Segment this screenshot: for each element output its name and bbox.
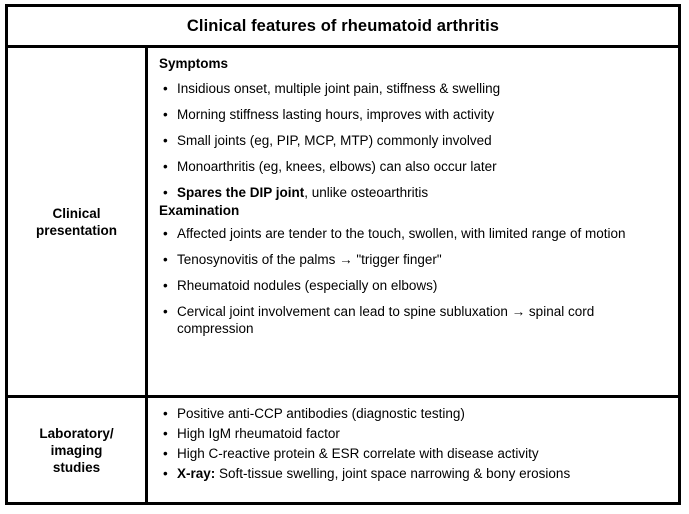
list-item: [148, 158, 678, 175]
list-item: [148, 225, 678, 242]
list-item-text: Tenosynovitis of the palms → "trigger finger": [177, 252, 442, 267]
list-item: [148, 80, 678, 97]
row-label-line: presentation: [35, 222, 117, 238]
symptoms-list: [148, 80, 678, 201]
list-item: [148, 445, 678, 462]
list-item-text: Small joints (eg, PIP, MCP, MTP) commonly involved: [177, 133, 492, 148]
list-item: [148, 277, 678, 294]
row-label-line: Clinical: [52, 205, 101, 221]
list-item: [148, 184, 678, 201]
list-item-text: Insidious onset, multiple joint pain, stiffness & swelling: [177, 81, 501, 96]
table-row: [8, 398, 678, 502]
clinical-features-table: [5, 4, 681, 505]
page-title: Clinical features of rheumatoid arthritis: [186, 16, 500, 35]
table-row: [8, 48, 678, 398]
examination-list: [148, 225, 678, 337]
row-label-clinical-presentation: [8, 48, 148, 395]
section-heading-symptoms: Symptoms: [159, 56, 229, 71]
list-item-text: , unlike osteoarthritis: [304, 185, 429, 200]
row-label-line: studies: [52, 459, 101, 475]
table-title-row: [8, 7, 678, 48]
list-item: [148, 303, 678, 337]
list-item-emphasis: X-ray:: [177, 466, 216, 481]
list-item: [148, 405, 678, 422]
list-item-text: High C-reactive protein & ESR correlate with disease activity: [177, 446, 539, 461]
row-label-line: Laboratory/: [39, 425, 114, 441]
list-item-text: Rheumatoid nodules (especially on elbows): [177, 278, 438, 293]
list-item-text: Monoarthritis (eg, knees, elbows) can also occur later: [177, 159, 497, 174]
list-item: [148, 251, 678, 268]
list-item-text: Affected joints are tender to the touch, swollen, with limited range of motion: [177, 226, 626, 241]
row-content-laboratory-imaging-studies: [148, 398, 678, 502]
list-item-text: High IgM rheumatoid factor: [177, 426, 340, 441]
section-heading-examination: Examination: [159, 203, 240, 218]
list-item: [148, 425, 678, 442]
laboratory-list: [148, 405, 678, 482]
row-label-text: [36, 205, 117, 239]
row-label-text: [39, 425, 113, 476]
list-item-text: Positive anti-CCP antibodies (diagnostic testing): [177, 406, 465, 421]
list-item-emphasis: Spares the DIP joint: [177, 185, 305, 200]
list-item: [148, 132, 678, 149]
row-label-laboratory-imaging-studies: [8, 398, 148, 502]
row-label-line: imaging: [50, 442, 103, 458]
row-content-clinical-presentation: [148, 48, 678, 395]
list-item: [148, 465, 678, 482]
list-item-text: Soft-tissue swelling, joint space narrowing & bony erosions: [215, 466, 571, 481]
list-item-text: Morning stiffness lasting hours, improves with activity: [177, 107, 495, 122]
list-item-text: Cervical joint involvement can lead to spine subluxation → spinal cord compression: [177, 304, 595, 336]
list-item: [148, 106, 678, 123]
